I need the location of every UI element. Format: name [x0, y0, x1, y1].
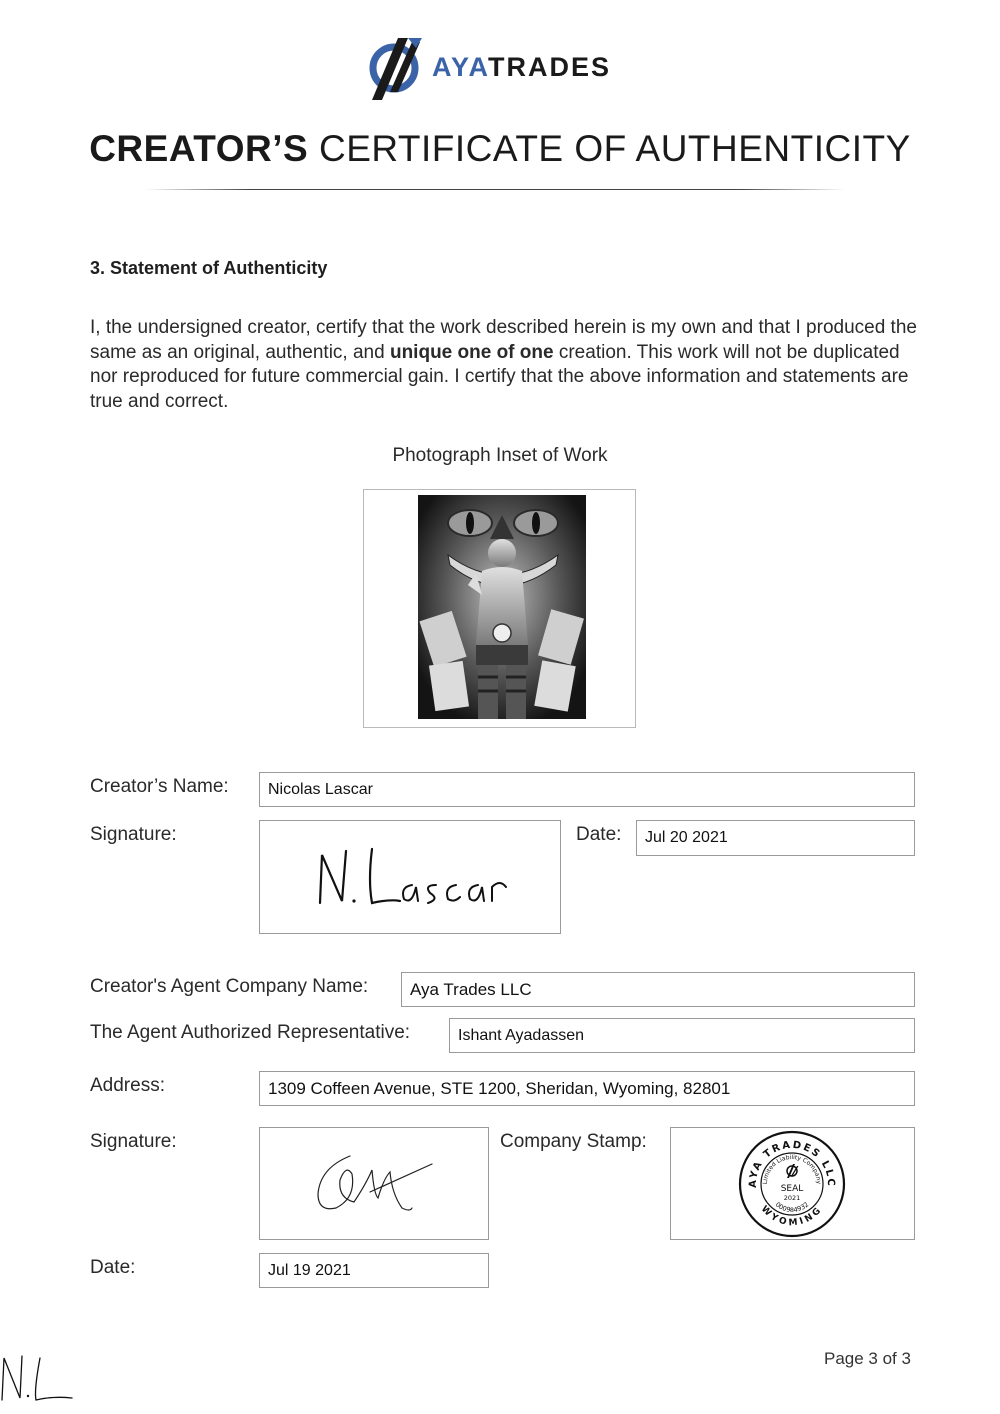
title-rest: CERTIFICATE OF AUTHENTICITY: [308, 128, 911, 169]
stamp-top-text: AYA TRADES LLC: [747, 1139, 837, 1188]
title-divider: [145, 189, 845, 190]
company-stamp-label: Company Stamp:: [500, 1131, 647, 1152]
agent-date-field[interactable]: Jul 19 2021: [259, 1253, 489, 1288]
artwork-image: [418, 495, 586, 719]
creator-signature-box[interactable]: [259, 820, 561, 934]
agent-address-field[interactable]: 1309 Coffeen Avenue, STE 1200, Sheridan, Wyoming, 82801: [259, 1071, 915, 1106]
brand-name-part2: TRADES: [488, 52, 612, 82]
brand-name-part1: AYA: [432, 52, 489, 82]
agent-signature-box[interactable]: [259, 1127, 489, 1240]
agent-date-label: Date:: [90, 1257, 136, 1278]
creator-signature-image: [260, 821, 560, 933]
creator-date-field[interactable]: Jul 20 2021: [636, 820, 915, 856]
stamp-number: 000984932: [773, 1200, 811, 1214]
company-stamp-box: [670, 1127, 915, 1240]
creator-signature-label: Signature:: [90, 824, 177, 845]
agent-rep-field[interactable]: Ishant Ayadassen: [449, 1018, 915, 1053]
page-number: Page 3 of 3: [824, 1349, 911, 1368]
inset-label: Photograph Inset of Work: [392, 445, 608, 466]
brand-mark-icon: [368, 34, 424, 102]
stamp-logo-icon: [787, 1164, 799, 1178]
agent-rep-label: The Agent Authorized Representative:: [90, 1022, 411, 1043]
stamp-year: 2021: [783, 1194, 801, 1202]
stamp-inner-text: Limited Liability Company: [761, 1154, 823, 1185]
agent-signature-image: [260, 1128, 488, 1239]
statement-text-1: I, the undersigned creator, certify that the work described herein is my own and that I produced the same as an original, authentic, and: [90, 317, 917, 363]
creator-date-label: Date:: [576, 824, 622, 845]
agent-signature-label: Signature:: [90, 1131, 177, 1152]
creator-name-label: Creator’s Name:: [90, 776, 229, 797]
brand-logo: [368, 34, 638, 104]
title-bold: CREATOR’S: [89, 128, 309, 169]
statement-paragraph: [90, 316, 920, 414]
agent-address-label: Address:: [90, 1075, 165, 1096]
stamp-seal-text: SEAL: [780, 1184, 804, 1194]
section-heading: 3. Statement of Authenticity: [90, 258, 328, 278]
brand-name: [432, 52, 611, 83]
stamp-bottom-text: WYOMING: [758, 1204, 826, 1229]
certificate-title: [0, 128, 1000, 170]
footer-initials-image: [0, 1350, 80, 1414]
statement-text-2: creation. This work will not be duplicated nor reproduced for future commercial gain. I certify that the above information and statements are true and correct.: [90, 341, 909, 412]
company-seal-icon: [671, 1128, 914, 1239]
agent-company-label: Creator's Agent Company Name:: [90, 976, 369, 997]
creator-name-field[interactable]: Nicolas Lascar: [259, 772, 915, 807]
statement-text-bold: unique one of one: [389, 341, 554, 363]
agent-company-field[interactable]: Aya Trades LLC: [401, 972, 915, 1007]
